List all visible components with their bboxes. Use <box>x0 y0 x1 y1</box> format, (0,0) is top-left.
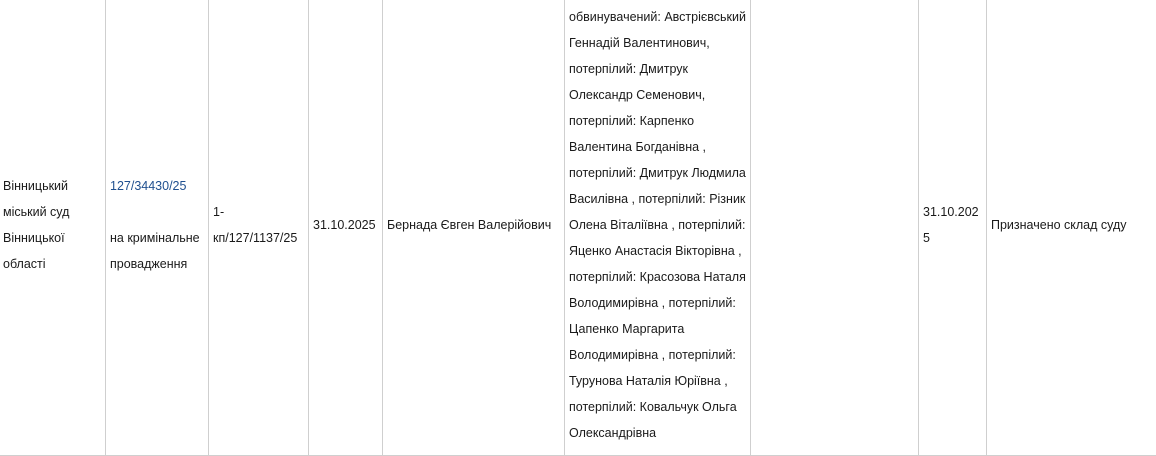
party-line: потерпілий: Дмитрук <box>569 56 747 82</box>
spacer <box>110 199 205 225</box>
registration-date-cell: 31.10.2025 <box>309 0 383 456</box>
party-line: Цапенко Маргарита <box>569 316 747 342</box>
case-type-line: провадження <box>110 251 205 277</box>
subject-cell <box>751 0 919 456</box>
party-line: Володимирівна , потерпілий: <box>569 290 747 316</box>
status-cell: Призначено склад суду <box>987 0 1156 456</box>
party-line: Олександр Семенович, <box>569 82 747 108</box>
court-line: Вінницької <box>3 225 102 251</box>
party-line: Василівна , потерпілий: Різник <box>569 186 747 212</box>
case-number-link[interactable]: 127/34430/25 <box>110 173 205 199</box>
proceeding-line: кп/127/1137/25 <box>213 225 305 251</box>
party-line: Олександрівна <box>569 420 747 446</box>
party-line: Володимирівна , потерпілий: <box>569 342 747 368</box>
party-line: Турунова Наталія Юріївна , <box>569 368 747 394</box>
judge-cell: Бернада Євген Валерійович <box>383 0 565 456</box>
court-cell <box>0 0 106 456</box>
court-line: Вінницький <box>3 173 102 199</box>
court-line: області <box>3 251 102 277</box>
party-line: Олена Віталіївна , потерпілий: <box>569 212 747 238</box>
party-line: обвинувачений: Австрієвський <box>569 4 747 30</box>
case-type-line: на кримінальне <box>110 225 205 251</box>
event-date-cell: 31.10.2025 <box>919 0 987 456</box>
party-line: потерпілий: Ковальчук Ольга <box>569 394 747 420</box>
party-line: Геннадій Валентинович, <box>569 30 747 56</box>
party-line: потерпілий: Карпенко <box>569 108 747 134</box>
court-line: міський суд <box>3 199 102 225</box>
proceeding-number-cell <box>209 0 309 456</box>
party-line: Валентина Богданівна , <box>569 134 747 160</box>
party-line: Яценко Анастасія Вікторівна , <box>569 238 747 264</box>
party-line: потерпілий: Красозова Наталя <box>569 264 747 290</box>
case-number-cell <box>106 0 209 456</box>
proceeding-line: 1- <box>213 199 305 225</box>
party-line: потерпілий: Дмитрук Людмила <box>569 160 747 186</box>
parties-cell <box>565 0 751 456</box>
